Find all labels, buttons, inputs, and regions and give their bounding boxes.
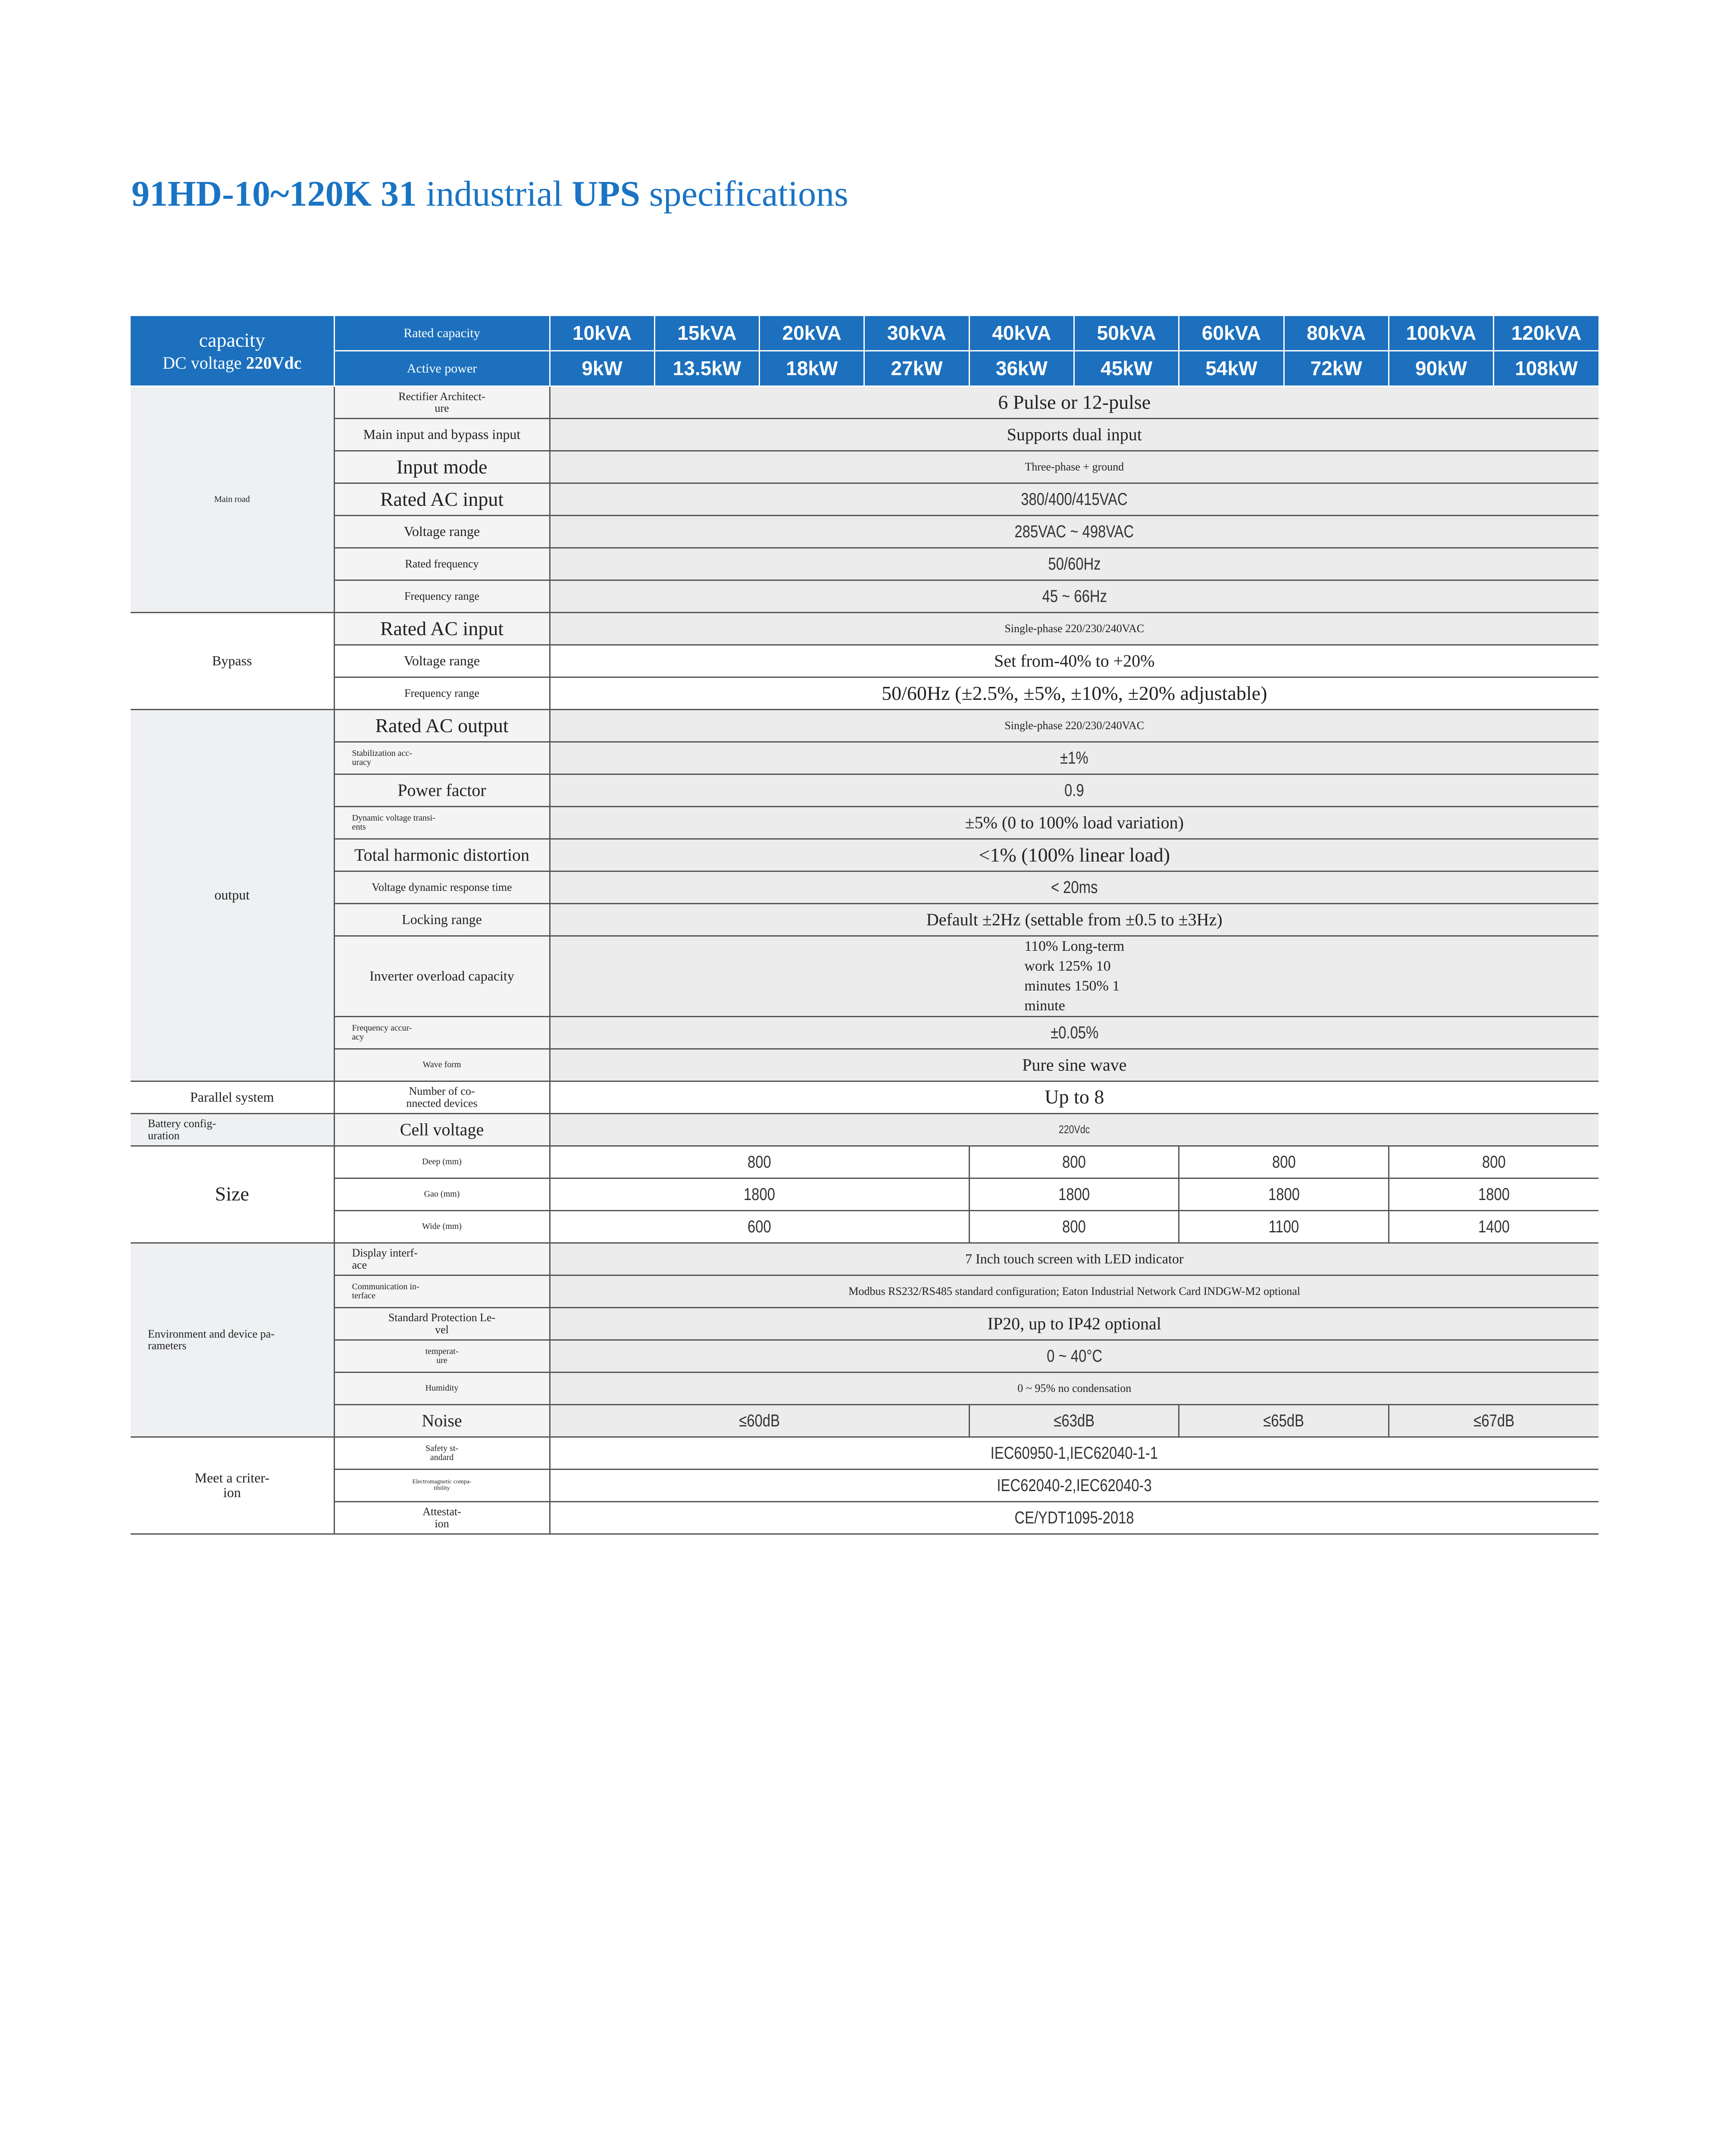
row-label: Voltage range bbox=[334, 645, 550, 677]
row-label: Dynamic voltage transi- ents bbox=[334, 807, 550, 839]
row-value-cell bbox=[550, 742, 1598, 774]
row-label: Rated frequency bbox=[334, 548, 550, 580]
table-row bbox=[131, 839, 1598, 871]
row-label: Stabilization acc- uracy bbox=[334, 742, 550, 774]
active-power-cell: 18kW bbox=[760, 351, 864, 386]
rated-capacity-cell: 40kVA bbox=[969, 316, 1074, 351]
row-value: 50/60Hz (±2.5%, ±5%, ±10%, ±20% adjustable) bbox=[550, 677, 1598, 710]
title-model: 91HD-10~120K 31 bbox=[131, 174, 417, 214]
row-label: Electromagnetic compa- tibility bbox=[334, 1469, 550, 1501]
rated-capacity-cell: 15kVA bbox=[654, 316, 759, 351]
table-row bbox=[131, 548, 1598, 580]
size-cell bbox=[1179, 1146, 1389, 1178]
rated-capacity-cell: 10kVA bbox=[550, 316, 654, 351]
row-label: Attestat- ion bbox=[334, 1501, 550, 1534]
group-bypass: Bypass bbox=[131, 613, 334, 710]
header-row-active-power bbox=[131, 351, 1598, 386]
table-row bbox=[131, 936, 1598, 1017]
size-cell bbox=[1179, 1210, 1389, 1243]
table-row bbox=[131, 613, 1598, 645]
size-cell bbox=[969, 1146, 1179, 1178]
row-value-cell bbox=[550, 1113, 1598, 1146]
size-cell bbox=[1389, 1210, 1598, 1243]
row-value-cell bbox=[550, 1437, 1598, 1469]
row-value: ±0.05% bbox=[1050, 1023, 1098, 1042]
row-value: 0 ~ 40°C bbox=[1046, 1346, 1102, 1366]
row-value-cell bbox=[550, 936, 1598, 1017]
row-label: Wave form bbox=[334, 1049, 550, 1081]
title-word-ups: UPS bbox=[572, 174, 640, 214]
row-label: Number of co- nnected devices bbox=[334, 1081, 550, 1113]
table-row bbox=[131, 483, 1598, 516]
size-cell bbox=[1389, 1146, 1598, 1178]
table-row bbox=[131, 451, 1598, 483]
row-value: Set from-40% to +20% bbox=[550, 645, 1598, 677]
row-label: Voltage dynamic response time bbox=[334, 871, 550, 904]
row-value: IEC60950-1,IEC62040-1-1 bbox=[991, 1443, 1158, 1463]
group-criterion: Meet a criter- ion bbox=[131, 1437, 334, 1534]
active-power-cell: 108kW bbox=[1494, 351, 1598, 386]
group-main-road: Main road bbox=[131, 386, 334, 613]
title-word-specifications: specifications bbox=[649, 174, 848, 214]
noise-cell bbox=[1389, 1404, 1598, 1437]
active-power-cell: 36kW bbox=[969, 351, 1074, 386]
table-row bbox=[131, 774, 1598, 807]
table-row bbox=[131, 1275, 1598, 1307]
noise-value: ≤65dB bbox=[1263, 1411, 1304, 1430]
size-value: 1800 bbox=[744, 1185, 776, 1204]
group-environment: Environment and device pa- rameters bbox=[131, 1243, 334, 1437]
row-label: Main input and bypass input bbox=[334, 419, 550, 451]
size-cell bbox=[550, 1178, 969, 1210]
table-row bbox=[131, 871, 1598, 904]
size-value: 800 bbox=[1482, 1152, 1506, 1172]
row-value: Single-phase 220/230/240VAC bbox=[550, 613, 1598, 645]
row-label: Voltage range bbox=[334, 516, 550, 548]
table-row bbox=[131, 1340, 1598, 1372]
row-value: ±5% (0 to 100% load variation) bbox=[550, 807, 1598, 839]
group-output: output bbox=[131, 710, 334, 1081]
row-label: Input mode bbox=[334, 451, 550, 483]
row-value: 50/60Hz bbox=[1048, 555, 1101, 573]
table-row bbox=[131, 1243, 1598, 1275]
size-cell bbox=[1389, 1178, 1598, 1210]
header-dc-voltage: DC voltage bbox=[163, 353, 242, 373]
header-rated-capacity-label: Rated capacity bbox=[334, 316, 550, 351]
row-value: Supports dual input bbox=[550, 419, 1598, 451]
row-label: Communication in- terface bbox=[334, 1275, 550, 1307]
row-value-cell bbox=[550, 871, 1598, 904]
group-size: Size bbox=[131, 1146, 334, 1243]
row-label: Gao (mm) bbox=[334, 1178, 550, 1210]
row-label: Locking range bbox=[334, 904, 550, 936]
table-row bbox=[131, 1437, 1598, 1469]
size-value: 1800 bbox=[1268, 1185, 1300, 1204]
rated-capacity-cell: 20kVA bbox=[760, 316, 864, 351]
row-value-cell bbox=[550, 548, 1598, 580]
row-value-cell bbox=[550, 1340, 1598, 1372]
header-row-rated-capacity bbox=[131, 316, 1598, 351]
size-value: 1400 bbox=[1478, 1217, 1510, 1236]
header-capacity-cell bbox=[131, 316, 334, 386]
size-value: 800 bbox=[1062, 1152, 1086, 1172]
row-value: IP20, up to IP42 optional bbox=[550, 1307, 1598, 1340]
row-value-cell bbox=[550, 1501, 1598, 1534]
row-value: 7 Inch touch screen with LED indicator bbox=[550, 1243, 1598, 1275]
noise-value: ≤67dB bbox=[1473, 1411, 1514, 1430]
row-value: 220Vdc bbox=[1059, 1122, 1090, 1136]
active-power-cell: 45kW bbox=[1074, 351, 1179, 386]
noise-value: ≤63dB bbox=[1054, 1411, 1095, 1430]
table-row bbox=[131, 1146, 1598, 1178]
row-label: temperat- ure bbox=[334, 1340, 550, 1372]
rated-capacity-cell: 30kVA bbox=[864, 316, 969, 351]
row-value-cell bbox=[550, 774, 1598, 807]
table-row bbox=[131, 386, 1598, 419]
row-value: CE/YDT1095-2018 bbox=[1014, 1508, 1134, 1527]
table-row bbox=[131, 419, 1598, 451]
row-label: Safety st- andard bbox=[334, 1437, 550, 1469]
row-value-cell bbox=[550, 1469, 1598, 1501]
row-value-cell bbox=[550, 516, 1598, 548]
row-label: Deep (mm) bbox=[334, 1146, 550, 1178]
row-value: Default ±2Hz (settable from ±0.5 to ±3Hz) bbox=[550, 904, 1598, 936]
header-active-power-label: Active power bbox=[334, 351, 550, 386]
row-label: Rated AC output bbox=[334, 710, 550, 742]
table-row bbox=[131, 1404, 1598, 1437]
group-battery-configuration: Battery config- uration bbox=[131, 1113, 334, 1146]
noise-cell bbox=[1179, 1404, 1389, 1437]
table-row bbox=[131, 1501, 1598, 1534]
row-value: 110% Long-term work 125% 10 minutes 150% 1 minute bbox=[1024, 938, 1125, 1014]
row-value: 0.9 bbox=[1064, 781, 1085, 800]
noise-cell bbox=[969, 1404, 1179, 1437]
noise-value: ≤60dB bbox=[739, 1411, 780, 1430]
row-value-cell bbox=[550, 483, 1598, 516]
row-label: Humidity bbox=[334, 1372, 550, 1404]
row-value: 6 Pulse or 12-pulse bbox=[550, 386, 1598, 419]
table-row bbox=[131, 1469, 1598, 1501]
row-label: Cell voltage bbox=[334, 1113, 550, 1146]
row-value: 45 ~ 66Hz bbox=[1042, 587, 1107, 606]
active-power-cell: 9kW bbox=[550, 351, 654, 386]
active-power-cell: 72kW bbox=[1284, 351, 1389, 386]
active-power-cell: 27kW bbox=[864, 351, 969, 386]
table-row bbox=[131, 1016, 1598, 1049]
row-value-cell bbox=[550, 1016, 1598, 1049]
active-power-cell: 54kW bbox=[1179, 351, 1284, 386]
row-value: Three-phase + ground bbox=[550, 451, 1598, 483]
noise-cell bbox=[550, 1404, 969, 1437]
row-value-cell bbox=[550, 580, 1598, 613]
row-value: 380/400/415VAC bbox=[1021, 490, 1128, 509]
row-label: Frequency range bbox=[334, 580, 550, 613]
size-value: 800 bbox=[1272, 1152, 1296, 1172]
row-value: 285VAC ~ 498VAC bbox=[1014, 522, 1134, 541]
table-row bbox=[131, 677, 1598, 710]
size-value: 600 bbox=[748, 1217, 771, 1236]
header-dc-value: 220Vdc bbox=[246, 353, 302, 373]
row-label: Frequency accur- acy bbox=[334, 1016, 550, 1049]
rated-capacity-cell: 60kVA bbox=[1179, 316, 1284, 351]
rated-capacity-cell: 50kVA bbox=[1074, 316, 1179, 351]
table-row bbox=[131, 1307, 1598, 1340]
rated-capacity-cell: 80kVA bbox=[1284, 316, 1389, 351]
size-cell bbox=[1179, 1178, 1389, 1210]
table-row bbox=[131, 1210, 1598, 1243]
size-cell bbox=[550, 1210, 969, 1243]
row-value: ±1% bbox=[1060, 749, 1089, 768]
row-label: Power factor bbox=[334, 774, 550, 807]
row-value: Pure sine wave bbox=[550, 1049, 1598, 1081]
row-label: Frequency range bbox=[334, 677, 550, 710]
table-row bbox=[131, 904, 1598, 936]
size-cell bbox=[969, 1178, 1179, 1210]
row-label: Rectifier Architect- ure bbox=[334, 386, 550, 419]
table-row bbox=[131, 580, 1598, 613]
table-row bbox=[131, 807, 1598, 839]
size-value: 800 bbox=[748, 1152, 771, 1172]
table-row bbox=[131, 1113, 1598, 1146]
table-row bbox=[131, 516, 1598, 548]
rated-capacity-cell: 120kVA bbox=[1494, 316, 1598, 351]
row-value: IEC62040-2,IEC62040-3 bbox=[997, 1476, 1152, 1495]
row-value: 0 ~ 95% no condensation bbox=[550, 1372, 1598, 1404]
row-label: Wide (mm) bbox=[334, 1210, 550, 1243]
title-word-industrial: industrial bbox=[426, 174, 563, 214]
row-value: Single-phase 220/230/240VAC bbox=[550, 710, 1598, 742]
header-capacity: capacity bbox=[199, 329, 265, 351]
row-label: Noise bbox=[334, 1404, 550, 1437]
table-row bbox=[131, 1081, 1598, 1113]
spec-table bbox=[131, 315, 1598, 1535]
table-row bbox=[131, 1178, 1598, 1210]
row-label: Inverter overload capacity bbox=[334, 936, 550, 1017]
active-power-cell: 90kW bbox=[1389, 351, 1493, 386]
row-label: Rated AC input bbox=[334, 613, 550, 645]
row-label: Standard Protection Le- vel bbox=[334, 1307, 550, 1340]
group-parallel-system: Parallel system bbox=[131, 1081, 334, 1113]
table-row bbox=[131, 1372, 1598, 1404]
size-value: 1100 bbox=[1268, 1217, 1299, 1236]
size-value: 800 bbox=[1062, 1217, 1086, 1236]
row-value: < 20ms bbox=[1051, 878, 1098, 897]
row-label: Rated AC input bbox=[334, 483, 550, 516]
active-power-cell: 13.5kW bbox=[654, 351, 759, 386]
size-value: 1800 bbox=[1058, 1185, 1090, 1204]
table-row bbox=[131, 742, 1598, 774]
rated-capacity-cell: 100kVA bbox=[1389, 316, 1493, 351]
row-value: <1% (100% linear load) bbox=[550, 839, 1598, 871]
size-cell bbox=[969, 1210, 1179, 1243]
size-value: 1800 bbox=[1478, 1185, 1510, 1204]
row-value: Modbus RS232/RS485 standard configuration; Eaton Industrial Network Card INDGW-M2 optional bbox=[550, 1275, 1598, 1307]
size-cell bbox=[550, 1146, 969, 1178]
row-label: Total harmonic distortion bbox=[334, 839, 550, 871]
row-label: Display interf- ace bbox=[334, 1243, 550, 1275]
table-row bbox=[131, 710, 1598, 742]
page-title bbox=[131, 172, 848, 216]
table-row bbox=[131, 1049, 1598, 1081]
row-value: Up to 8 bbox=[550, 1081, 1598, 1113]
table-row bbox=[131, 645, 1598, 677]
